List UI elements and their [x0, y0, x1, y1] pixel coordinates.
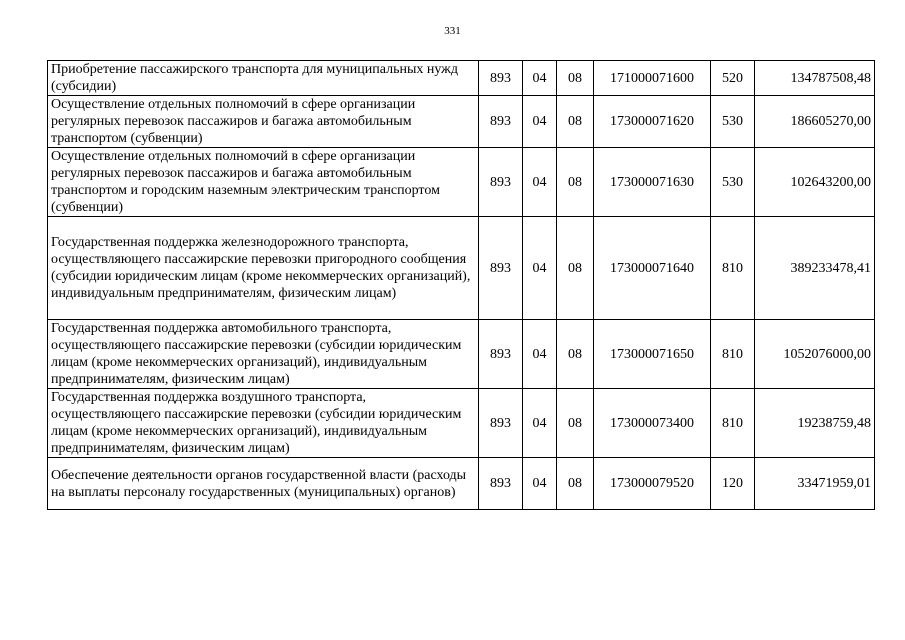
target-article-code: 173000071640 — [594, 217, 711, 320]
target-article-code: 173000073400 — [594, 389, 711, 458]
section-code: 04 — [523, 61, 557, 96]
ministry-code: 893 — [479, 61, 523, 96]
section-code: 04 — [523, 320, 557, 389]
amount: 186605270,00 — [755, 96, 875, 148]
amount: 389233478,41 — [755, 217, 875, 320]
subsection-code: 08 — [557, 61, 594, 96]
target-article-code: 171000071600 — [594, 61, 711, 96]
table-row — [48, 96, 875, 148]
ministry-code: 893 — [479, 217, 523, 320]
section-code: 04 — [523, 389, 557, 458]
budget-table — [47, 60, 875, 510]
ministry-code: 893 — [479, 389, 523, 458]
subsection-code: 08 — [557, 96, 594, 148]
ministry-code: 893 — [479, 320, 523, 389]
subsection-code: 08 — [557, 458, 594, 510]
table-row — [48, 458, 875, 510]
row-description: Государственная поддержка автомобильного транспорта, осуществляющего пассажирские перевозки (субсидии юридическим лицам (кроме некоммерческих организаций), индивидуальным предпринимателям, физическим лицам) — [48, 320, 479, 389]
amount: 33471959,01 — [755, 458, 875, 510]
amount: 1052076000,00 — [755, 320, 875, 389]
expense-type-code: 520 — [711, 61, 755, 96]
row-description: Государственная поддержка железнодорожного транспорта, осуществляющего пассажирские перевозки пригородного сообщения (субсидии юридическим лицам (кроме некоммерческих организаций), индивидуальным предпринимателям, физическим лицам) — [48, 217, 479, 320]
amount: 134787508,48 — [755, 61, 875, 96]
subsection-code: 08 — [557, 148, 594, 217]
table-row — [48, 389, 875, 458]
row-description: Осуществление отдельных полномочий в сфере организации регулярных перевозок пассажиров и багажа автомобильным транспортом и городским наземным электрическим транспортом (субвенции) — [48, 148, 479, 217]
row-description: Обеспечение деятельности органов государственной власти (расходы на выплаты персоналу государственных (муниципальных) органов) — [48, 458, 479, 510]
table-row — [48, 217, 875, 320]
page-number: 331 — [444, 25, 461, 37]
table-row — [48, 320, 875, 389]
subsection-code: 08 — [557, 320, 594, 389]
target-article-code: 173000071630 — [594, 148, 711, 217]
target-article-code: 173000071650 — [594, 320, 711, 389]
table-row — [48, 61, 875, 96]
amount: 102643200,00 — [755, 148, 875, 217]
row-description: Осуществление отдельных полномочий в сфере организации регулярных перевозок пассажиров и багажа автомобильным транспортом (субвенции) — [48, 96, 479, 148]
section-code: 04 — [523, 96, 557, 148]
expense-type-code: 530 — [711, 148, 755, 217]
amount: 19238759,48 — [755, 389, 875, 458]
section-code: 04 — [523, 148, 557, 217]
expense-type-code: 120 — [711, 458, 755, 510]
section-code: 04 — [523, 458, 557, 510]
ministry-code: 893 — [479, 148, 523, 217]
table-row — [48, 148, 875, 217]
target-article-code: 173000071620 — [594, 96, 711, 148]
expense-type-code: 810 — [711, 320, 755, 389]
ministry-code: 893 — [479, 458, 523, 510]
subsection-code: 08 — [557, 217, 594, 320]
row-description: Государственная поддержка воздушного транспорта, осуществляющего пассажирские перевозки (субсидии юридическим лицам (кроме некоммерческих организаций), индивидуальным предпринимателям, физическим лицам) — [48, 389, 479, 458]
expense-type-code: 810 — [711, 389, 755, 458]
section-code: 04 — [523, 217, 557, 320]
subsection-code: 08 — [557, 389, 594, 458]
ministry-code: 893 — [479, 96, 523, 148]
row-description: Приобретение пассажирского транспорта для муниципальных нужд (субсидии) — [48, 61, 479, 96]
expense-type-code: 810 — [711, 217, 755, 320]
target-article-code: 173000079520 — [594, 458, 711, 510]
expense-type-code: 530 — [711, 96, 755, 148]
